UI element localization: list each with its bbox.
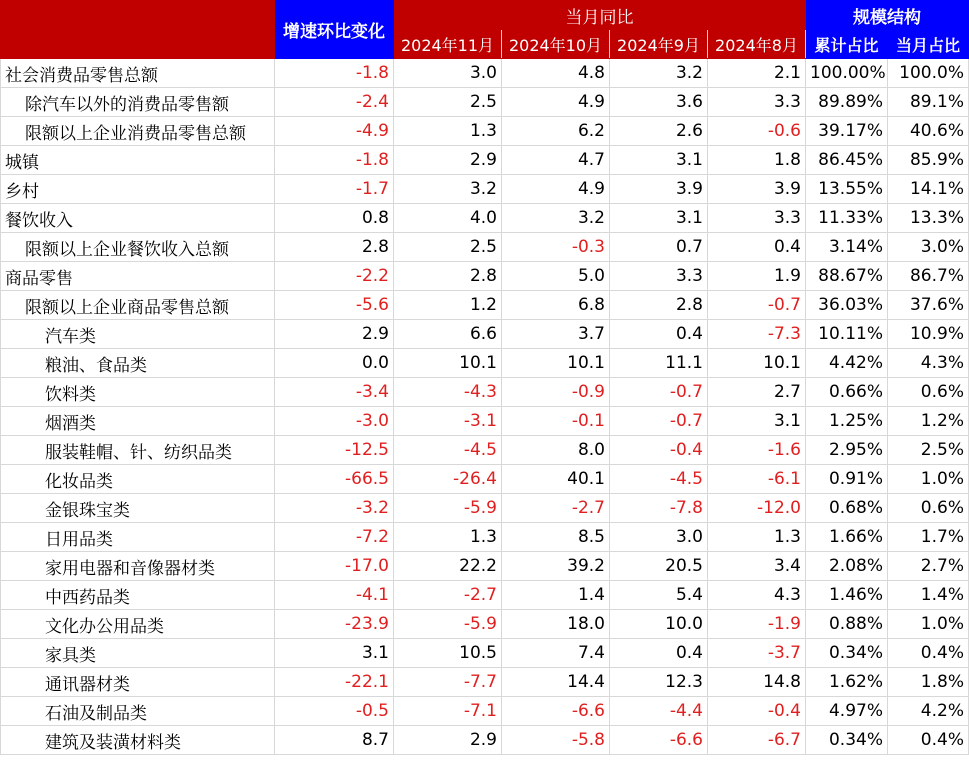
- cell-cur: 3.0%: [888, 233, 969, 262]
- cell-cur: 2.7%: [888, 552, 969, 581]
- cell-m2: -2.7: [502, 494, 610, 523]
- cell-change: -2.4: [275, 88, 394, 117]
- cell-m4: 4.3: [708, 581, 806, 610]
- cell-m4: 1.9: [708, 262, 806, 291]
- row-label: 乡村: [1, 175, 275, 204]
- cell-m4: -0.4: [708, 697, 806, 726]
- cell-m3: 3.2: [610, 59, 708, 88]
- cell-cur: 2.5%: [888, 436, 969, 465]
- cell-m2: -0.3: [502, 233, 610, 262]
- cell-cur: 1.8%: [888, 668, 969, 697]
- cell-change: -1.8: [275, 146, 394, 175]
- cell-m3: 2.8: [610, 291, 708, 320]
- cell-cur: 10.9%: [888, 320, 969, 349]
- cell-change: -5.6: [275, 291, 394, 320]
- cell-change: -22.1: [275, 668, 394, 697]
- table-row: [1, 262, 969, 291]
- cell-change: -1.7: [275, 175, 394, 204]
- row-label: 建筑及装潢材料类: [1, 726, 275, 755]
- cell-change: -66.5: [275, 465, 394, 494]
- cell-m3: -0.7: [610, 407, 708, 436]
- cell-m4: 1.8: [708, 146, 806, 175]
- row-label: 餐饮收入: [1, 204, 275, 233]
- cell-cum: 100.00%: [806, 59, 888, 88]
- table-row: [1, 233, 969, 262]
- table-row: [1, 494, 969, 523]
- table-row: [1, 349, 969, 378]
- cell-m3: -0.4: [610, 436, 708, 465]
- row-label: 城镇: [1, 146, 275, 175]
- cell-m2: 3.7: [502, 320, 610, 349]
- cell-cur: 1.4%: [888, 581, 969, 610]
- row-label: 通讯器材类: [1, 668, 275, 697]
- table-row: [1, 407, 969, 436]
- cell-cum: 1.46%: [806, 581, 888, 610]
- cell-cur: 1.7%: [888, 523, 969, 552]
- cell-m2: -0.9: [502, 378, 610, 407]
- cell-m3: 0.4: [610, 320, 708, 349]
- table-row: [1, 436, 969, 465]
- cell-m4: 3.1: [708, 407, 806, 436]
- row-label: 限额以上企业餐饮收入总额: [1, 233, 275, 262]
- cell-m1: 3.0: [394, 59, 502, 88]
- table-row: [1, 697, 969, 726]
- header-row-1: [1, 1, 969, 30]
- cell-m1: 22.2: [394, 552, 502, 581]
- cell-m2: -6.6: [502, 697, 610, 726]
- cell-m3: 3.6: [610, 88, 708, 117]
- cell-m3: 2.6: [610, 117, 708, 146]
- cell-m2: 10.1: [502, 349, 610, 378]
- cell-cum: 36.03%: [806, 291, 888, 320]
- cell-cum: 88.67%: [806, 262, 888, 291]
- row-label: 汽车类: [1, 320, 275, 349]
- cell-m1: -4.3: [394, 378, 502, 407]
- cell-m4: 10.1: [708, 349, 806, 378]
- cell-m2: 6.2: [502, 117, 610, 146]
- cell-m1: 2.9: [394, 146, 502, 175]
- cell-m3: 3.1: [610, 146, 708, 175]
- cell-m4: 0.4: [708, 233, 806, 262]
- cell-m4: -1.6: [708, 436, 806, 465]
- cell-m4: -3.7: [708, 639, 806, 668]
- cell-m2: 6.8: [502, 291, 610, 320]
- cell-m2: 4.9: [502, 88, 610, 117]
- cell-m1: -7.1: [394, 697, 502, 726]
- cell-cum: 1.25%: [806, 407, 888, 436]
- row-label: 中西药品类: [1, 581, 275, 610]
- cell-m4: 2.1: [708, 59, 806, 88]
- cell-cum: 2.95%: [806, 436, 888, 465]
- cell-m3: 3.1: [610, 204, 708, 233]
- header-group-structure: 规模结构: [806, 1, 969, 30]
- cell-m2: -5.8: [502, 726, 610, 755]
- row-label: 家具类: [1, 639, 275, 668]
- table-row: [1, 204, 969, 233]
- cell-cur: 86.7%: [888, 262, 969, 291]
- header-month-4: 2024年8月: [708, 30, 806, 59]
- table-row: [1, 378, 969, 407]
- row-label: 饮料类: [1, 378, 275, 407]
- cell-change: -7.2: [275, 523, 394, 552]
- cell-change: -17.0: [275, 552, 394, 581]
- row-label: 限额以上企业商品零售总额: [1, 291, 275, 320]
- row-label: 日用品类: [1, 523, 275, 552]
- cell-cur: 4.3%: [888, 349, 969, 378]
- cell-cum: 1.62%: [806, 668, 888, 697]
- cell-cur: 85.9%: [888, 146, 969, 175]
- cell-change: 0.8: [275, 204, 394, 233]
- cell-m2: -0.1: [502, 407, 610, 436]
- cell-m4: -1.9: [708, 610, 806, 639]
- header-month-3: 2024年9月: [610, 30, 708, 59]
- cell-cur: 40.6%: [888, 117, 969, 146]
- cell-cur: 14.1%: [888, 175, 969, 204]
- cell-m4: -12.0: [708, 494, 806, 523]
- cell-cum: 4.42%: [806, 349, 888, 378]
- table-row: [1, 523, 969, 552]
- cell-cur: 0.6%: [888, 378, 969, 407]
- header-corner: [1, 1, 275, 59]
- cell-cur: 0.6%: [888, 494, 969, 523]
- table-row: [1, 59, 969, 88]
- cell-m1: -3.1: [394, 407, 502, 436]
- row-label: 除汽车以外的消费品零售额: [1, 88, 275, 117]
- cell-m4: 2.7: [708, 378, 806, 407]
- cell-m2: 1.4: [502, 581, 610, 610]
- cell-change: 2.8: [275, 233, 394, 262]
- cell-m1: 1.2: [394, 291, 502, 320]
- cell-m1: 10.5: [394, 639, 502, 668]
- cell-m1: 2.5: [394, 88, 502, 117]
- cell-cum: 2.08%: [806, 552, 888, 581]
- cell-m4: 3.9: [708, 175, 806, 204]
- table-row: [1, 465, 969, 494]
- cell-change: -1.8: [275, 59, 394, 88]
- cell-m4: 3.3: [708, 204, 806, 233]
- table-row: [1, 726, 969, 755]
- row-label: 金银珠宝类: [1, 494, 275, 523]
- header-cumulative-share: 累计占比: [806, 30, 888, 59]
- cell-cum: 0.34%: [806, 726, 888, 755]
- cell-cum: 39.17%: [806, 117, 888, 146]
- cell-m2: 8.5: [502, 523, 610, 552]
- cell-change: 8.7: [275, 726, 394, 755]
- cell-m3: 20.5: [610, 552, 708, 581]
- header-change: 增速环比变化: [275, 1, 394, 59]
- cell-m1: 3.2: [394, 175, 502, 204]
- cell-cum: 1.66%: [806, 523, 888, 552]
- table-row: [1, 668, 969, 697]
- cell-m1: 1.3: [394, 523, 502, 552]
- cell-m2: 5.0: [502, 262, 610, 291]
- cell-change: -12.5: [275, 436, 394, 465]
- cell-change: -3.0: [275, 407, 394, 436]
- table-row: [1, 88, 969, 117]
- cell-m1: 1.3: [394, 117, 502, 146]
- cell-m1: 4.0: [394, 204, 502, 233]
- row-label: 烟酒类: [1, 407, 275, 436]
- cell-change: -2.2: [275, 262, 394, 291]
- cell-cum: 13.55%: [806, 175, 888, 204]
- cell-cum: 11.33%: [806, 204, 888, 233]
- cell-m3: -0.7: [610, 378, 708, 407]
- row-label: 化妆品类: [1, 465, 275, 494]
- cell-m1: 10.1: [394, 349, 502, 378]
- cell-m1: 6.6: [394, 320, 502, 349]
- cell-change: 0.0: [275, 349, 394, 378]
- table-row: [1, 291, 969, 320]
- row-label: 社会消费品零售总额: [1, 59, 275, 88]
- cell-change: 2.9: [275, 320, 394, 349]
- cell-m3: -6.6: [610, 726, 708, 755]
- cell-cum: 0.88%: [806, 610, 888, 639]
- cell-m2: 40.1: [502, 465, 610, 494]
- cell-m2: 39.2: [502, 552, 610, 581]
- header-current-share: 当月占比: [888, 30, 969, 59]
- cell-m2: 4.8: [502, 59, 610, 88]
- cell-cum: 86.45%: [806, 146, 888, 175]
- cell-cum: 3.14%: [806, 233, 888, 262]
- cell-m1: -2.7: [394, 581, 502, 610]
- table-body: [1, 59, 969, 755]
- row-label: 家用电器和音像器材类: [1, 552, 275, 581]
- cell-m1: 2.8: [394, 262, 502, 291]
- table-row: [1, 175, 969, 204]
- cell-change: -0.5: [275, 697, 394, 726]
- table-row: [1, 639, 969, 668]
- row-label: 服装鞋帽、针、纺织品类: [1, 436, 275, 465]
- cell-m3: -4.4: [610, 697, 708, 726]
- cell-m2: 7.4: [502, 639, 610, 668]
- cell-cur: 0.4%: [888, 726, 969, 755]
- header-group-yoy: 当月同比: [394, 1, 806, 30]
- cell-m3: -7.8: [610, 494, 708, 523]
- cell-m3: 3.9: [610, 175, 708, 204]
- cell-m2: 4.7: [502, 146, 610, 175]
- cell-m4: 3.4: [708, 552, 806, 581]
- cell-m3: -4.5: [610, 465, 708, 494]
- row-label: 粮油、食品类: [1, 349, 275, 378]
- cell-cur: 13.3%: [888, 204, 969, 233]
- cell-m1: -26.4: [394, 465, 502, 494]
- table-row: [1, 581, 969, 610]
- cell-m1: -5.9: [394, 610, 502, 639]
- row-label: 石油及制品类: [1, 697, 275, 726]
- header-month-1: 2024年11月: [394, 30, 502, 59]
- row-label: 限额以上企业消费品零售总额: [1, 117, 275, 146]
- cell-change: 3.1: [275, 639, 394, 668]
- cell-m1: -5.9: [394, 494, 502, 523]
- header-month-2: 2024年10月: [502, 30, 610, 59]
- cell-m3: 0.4: [610, 639, 708, 668]
- cell-m3: 5.4: [610, 581, 708, 610]
- cell-cur: 89.1%: [888, 88, 969, 117]
- cell-m3: 11.1: [610, 349, 708, 378]
- cell-cur: 1.2%: [888, 407, 969, 436]
- cell-m3: 0.7: [610, 233, 708, 262]
- cell-change: -23.9: [275, 610, 394, 639]
- cell-m3: 12.3: [610, 668, 708, 697]
- cell-cum: 0.68%: [806, 494, 888, 523]
- table-row: [1, 552, 969, 581]
- cell-m3: 10.0: [610, 610, 708, 639]
- cell-cum: 0.66%: [806, 378, 888, 407]
- cell-cur: 4.2%: [888, 697, 969, 726]
- cell-cur: 37.6%: [888, 291, 969, 320]
- cell-cur: 0.4%: [888, 639, 969, 668]
- cell-m4: 14.8: [708, 668, 806, 697]
- table-row: [1, 610, 969, 639]
- table-row: [1, 117, 969, 146]
- cell-m3: 3.0: [610, 523, 708, 552]
- cell-cum: 4.97%: [806, 697, 888, 726]
- cell-m4: -0.7: [708, 291, 806, 320]
- cell-m1: 2.5: [394, 233, 502, 262]
- cell-m3: 3.3: [610, 262, 708, 291]
- cell-m2: 4.9: [502, 175, 610, 204]
- cell-m2: 14.4: [502, 668, 610, 697]
- cell-m4: -0.6: [708, 117, 806, 146]
- cell-change: -4.9: [275, 117, 394, 146]
- cell-m4: -6.1: [708, 465, 806, 494]
- cell-m2: 3.2: [502, 204, 610, 233]
- row-label: 商品零售: [1, 262, 275, 291]
- cell-m1: -7.7: [394, 668, 502, 697]
- cell-change: -3.2: [275, 494, 394, 523]
- cell-m4: -6.7: [708, 726, 806, 755]
- cell-m2: 8.0: [502, 436, 610, 465]
- cell-cur: 1.0%: [888, 465, 969, 494]
- cell-cum: 10.11%: [806, 320, 888, 349]
- table-row: [1, 146, 969, 175]
- cell-m1: -4.5: [394, 436, 502, 465]
- row-label: 文化办公用品类: [1, 610, 275, 639]
- cell-m4: 3.3: [708, 88, 806, 117]
- cell-m4: 1.3: [708, 523, 806, 552]
- cell-cum: 0.91%: [806, 465, 888, 494]
- cell-m1: 2.9: [394, 726, 502, 755]
- table-row: [1, 320, 969, 349]
- cell-cum: 89.89%: [806, 88, 888, 117]
- cell-cum: 0.34%: [806, 639, 888, 668]
- cell-change: -3.4: [275, 378, 394, 407]
- cell-m2: 18.0: [502, 610, 610, 639]
- cell-m4: -7.3: [708, 320, 806, 349]
- cell-cur: 1.0%: [888, 610, 969, 639]
- cell-change: -4.1: [275, 581, 394, 610]
- cell-cur: 100.0%: [888, 59, 969, 88]
